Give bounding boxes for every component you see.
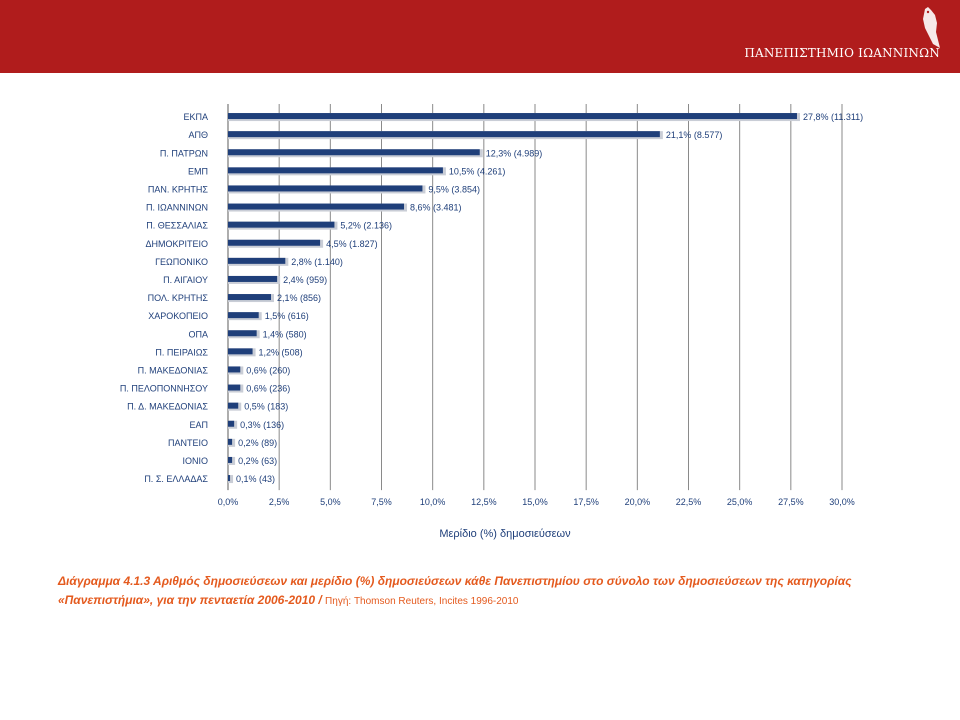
data-label: 0,3% (136)	[240, 419, 285, 430]
data-label: 0,2% (89)	[238, 437, 278, 448]
data-label: 12,3% (4.989)	[485, 148, 543, 159]
category-label: ΔΗΜΟΚΡΙΤΕΙΟ	[145, 238, 208, 249]
data-label: 5,2% (2.136)	[340, 220, 392, 231]
bar	[228, 276, 277, 282]
data-label: 27,8% (11.311)	[802, 112, 864, 123]
bar	[228, 240, 320, 246]
x-tick-label: 15,0%	[522, 497, 548, 508]
category-label: ΕΑΠ	[189, 419, 208, 430]
category-label: Π. Δ. ΜΑΚΕΔΟΝΙΑΣ	[127, 401, 208, 412]
x-tick-label: 5,0%	[320, 497, 341, 508]
category-label: ΕΜΠ	[188, 166, 208, 177]
data-label: 0,5% (183)	[244, 401, 289, 412]
category-label: ΟΠΑ	[188, 329, 208, 340]
bar	[228, 167, 443, 173]
owl-icon	[916, 6, 942, 50]
category-label: Π. ΠΑΤΡΩΝ	[159, 148, 208, 159]
data-label: 2,1% (856)	[276, 293, 322, 304]
data-label: 9,5% (3.854)	[428, 184, 480, 195]
bar	[228, 185, 422, 191]
bar-chart	[0, 95, 960, 555]
data-label: 2,8% (1.140)	[291, 256, 343, 267]
bar	[228, 204, 404, 210]
data-label: 8,6% (3.481)	[410, 202, 462, 213]
x-tick-label: 27,5%	[778, 497, 804, 508]
category-label: Π. ΑΙΓΑΙΟΥ	[163, 274, 208, 285]
category-label: Π. ΙΩΑΝΝΙΝΩΝ	[146, 202, 208, 213]
category-labels	[120, 112, 209, 484]
category-label: ΠΑΝΤΕΙΟ	[167, 437, 208, 448]
category-label: ΙΟΝΙΟ	[182, 455, 208, 466]
data-label: 4,5% (1.827)	[326, 238, 378, 249]
x-tick-labels	[218, 497, 855, 507]
bar	[228, 113, 797, 119]
x-tick-label: 7,5%	[371, 497, 392, 508]
bar	[228, 348, 253, 354]
data-label: 1,4% (580)	[262, 329, 307, 340]
x-tick-label: 12,5%	[471, 497, 497, 508]
bar	[228, 457, 232, 463]
category-label: Π. Σ. ΕΛΛΑΔΑΣ	[144, 474, 208, 485]
x-tick-label: 17,5%	[573, 497, 599, 508]
university-name: ΠΑΝΕΠΙΣΤΗΜΙΟ ΙΩΑΝΝΙΝΩΝ	[744, 46, 940, 60]
x-tick-label: 22,5%	[675, 497, 702, 508]
category-label: Π. ΠΕΛΟΠΟΝΝΗΣΟΥ	[119, 383, 208, 394]
caption-source: Πηγή: Thomson Reuters, Incites 1996-2010	[325, 596, 519, 607]
category-label: ΠΟΛ. ΚΡΗΤΗΣ	[147, 293, 208, 304]
bar	[228, 222, 334, 228]
data-label: 2,4% (959)	[283, 274, 328, 285]
bar	[228, 403, 238, 409]
category-label: ΠΑΝ. ΚΡΗΤΗΣ	[147, 184, 208, 195]
header-banner	[0, 0, 960, 73]
data-label: 0,6% (260)	[246, 365, 291, 376]
x-tick-label: 25,0%	[726, 497, 753, 508]
category-label: ΑΠΘ	[188, 130, 208, 141]
category-label: ΓΕΩΠΟΝΙΚΟ	[155, 256, 208, 267]
figure-caption	[58, 572, 928, 611]
category-label: Π. ΘΕΣΣΑΛΙΑΣ	[146, 220, 208, 231]
x-axis-label: Μερίδιο (%) δημοσιεύσεων	[439, 528, 571, 540]
bar	[228, 312, 259, 318]
x-tick-label: 0,0%	[217, 497, 239, 508]
bar	[228, 385, 240, 391]
bar	[228, 330, 257, 336]
data-label: 10,5% (4.261)	[448, 166, 506, 177]
data-label: 0,6% (236)	[246, 383, 291, 394]
data-label: 0,2% (63)	[238, 455, 278, 466]
bar	[228, 294, 271, 300]
category-label: ΧΑΡΟΚΟΠΕΙΟ	[148, 311, 208, 322]
bar	[228, 366, 240, 372]
data-label: 21,1% (8.577)	[665, 130, 723, 141]
data-label: 0,1% (43)	[236, 474, 276, 485]
data-label: 1,2% (508)	[258, 347, 303, 358]
bar	[228, 475, 230, 481]
bar	[228, 421, 234, 427]
x-tick-label: 30,0%	[829, 497, 855, 508]
x-tick-label: 10,0%	[419, 497, 446, 508]
category-label: ΕΚΠΑ	[183, 112, 208, 123]
data-label: 1,5% (616)	[264, 311, 309, 322]
category-label: Π. ΠΕΙΡΑΙΩΣ	[155, 347, 208, 358]
bar	[228, 258, 285, 264]
bar	[228, 131, 660, 137]
x-tick-label: 2,5%	[268, 497, 290, 508]
bar	[228, 149, 480, 155]
x-tick-label: 20,0%	[624, 497, 651, 508]
caption-text: Διάγραμμα 4.1.3 Αριθμός δημοσιεύσεων και μερίδιο (%) δημοσιεύσεων κάθε Πανεπιστημίου στο σύνολο των δημοσιεύσεων της κατηγορίας «Πανεπιστήμια», για την πενταετία 2006-2010 /	[58, 574, 852, 607]
category-label: Π. ΜΑΚΕΔΟΝΙΑΣ	[137, 365, 208, 376]
bar	[228, 439, 232, 445]
